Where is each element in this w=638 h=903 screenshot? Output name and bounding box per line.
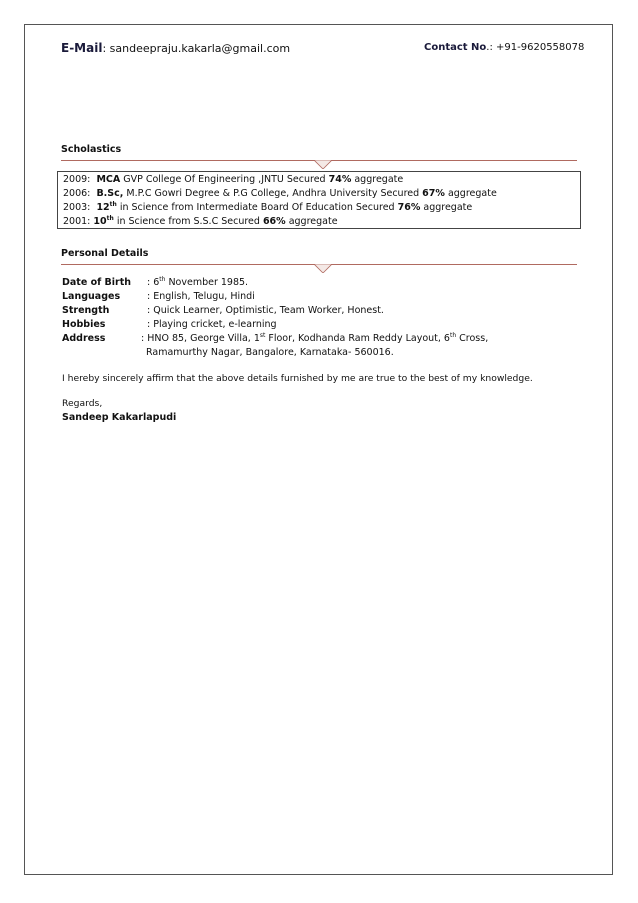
address-part: : HNO 85, George Villa, 1 (141, 333, 260, 344)
row-degree-suffix: th (109, 200, 117, 208)
contact-separator: .: (486, 42, 497, 53)
languages-label: Languages (62, 291, 121, 302)
contact-label: Contact No (424, 42, 487, 53)
row-year: 2001: (63, 216, 91, 227)
email-line (61, 41, 290, 55)
address-line-2: Ramamurthy Nagar, Bangalore, Karnataka- 560016. (146, 347, 394, 358)
row-text: aggregate (420, 202, 473, 213)
email-label: E-Mail (61, 41, 103, 55)
dob-label: Date of Birth (62, 277, 132, 288)
strength-label: Strength (62, 305, 110, 316)
dob-value-day: : 6 (147, 277, 160, 288)
contact-line (424, 42, 584, 53)
row-percentage: 66% (262, 216, 286, 227)
row-text: aggregate (285, 216, 338, 227)
scholastics-row (63, 216, 338, 227)
row-percentage: 67% (422, 188, 445, 199)
row-degree: B.Sc, (96, 188, 124, 199)
languages-value: : English, Telugu, Hindi (147, 291, 255, 302)
hobbies-label: Hobbies (62, 319, 106, 330)
declaration-text: I hereby sincerely affirm that the above details furnished by me are true to the best of my knowledge. (62, 373, 533, 384)
strength-value: : Quick Learner, Optimistic, Team Worker, Honest. (147, 305, 384, 316)
row-text: aggregate (351, 174, 404, 185)
row-year: 2003: (63, 202, 91, 213)
address-part: Floor, Kodhanda Ram Reddy Layout, 6 (265, 333, 450, 344)
scholastics-row (63, 174, 403, 185)
row-year: 2009: (63, 174, 91, 185)
scholastics-row (63, 188, 497, 199)
row-percentage: 74% (328, 174, 352, 185)
section-title-personal-details: Personal Details (61, 248, 149, 259)
row-text: in Science from S.S.C Secured (113, 216, 263, 227)
address-line-1 (141, 333, 488, 344)
hobbies-value: : Playing cricket, e-learning (147, 319, 277, 330)
row-degree: MCA (96, 174, 121, 185)
dob-value (147, 277, 248, 288)
row-text: M.P.C Gowri Degree & P.G College, Andhra University Secured (123, 188, 423, 199)
row-text: aggregate (444, 188, 497, 199)
chevron-down-icon (314, 160, 332, 169)
row-text: in Science from Intermediate Board Of Education Secured (116, 202, 398, 213)
regards-text: Regards, (62, 398, 103, 409)
row-degree: 10 (93, 216, 107, 227)
row-year: 2006: (63, 188, 91, 199)
section-title-scholastics: Scholastics (61, 144, 122, 155)
address-label: Address (62, 333, 106, 344)
contact-value: +91-9620558078 (496, 42, 585, 53)
address-suffix: st (259, 331, 266, 339)
row-percentage: 76% (397, 202, 421, 213)
chevron-down-icon (314, 264, 332, 273)
dob-value-rest: November 1985. (165, 277, 249, 288)
row-degree-suffix: th (106, 214, 114, 222)
email-separator: : (102, 42, 110, 55)
row-text: GVP College Of Engineering ,JNTU Secured (120, 174, 329, 185)
signature-name: Sandeep Kakarlapudi (62, 412, 177, 423)
address-suffix: th (449, 331, 457, 339)
email-value[interactable]: sandeepraju.kakarla@gmail.com (109, 42, 291, 55)
row-degree: 12 (96, 202, 110, 213)
address-part: Cross, (456, 333, 489, 344)
scholastics-row (63, 202, 472, 213)
dob-value-suffix: th (159, 275, 166, 283)
